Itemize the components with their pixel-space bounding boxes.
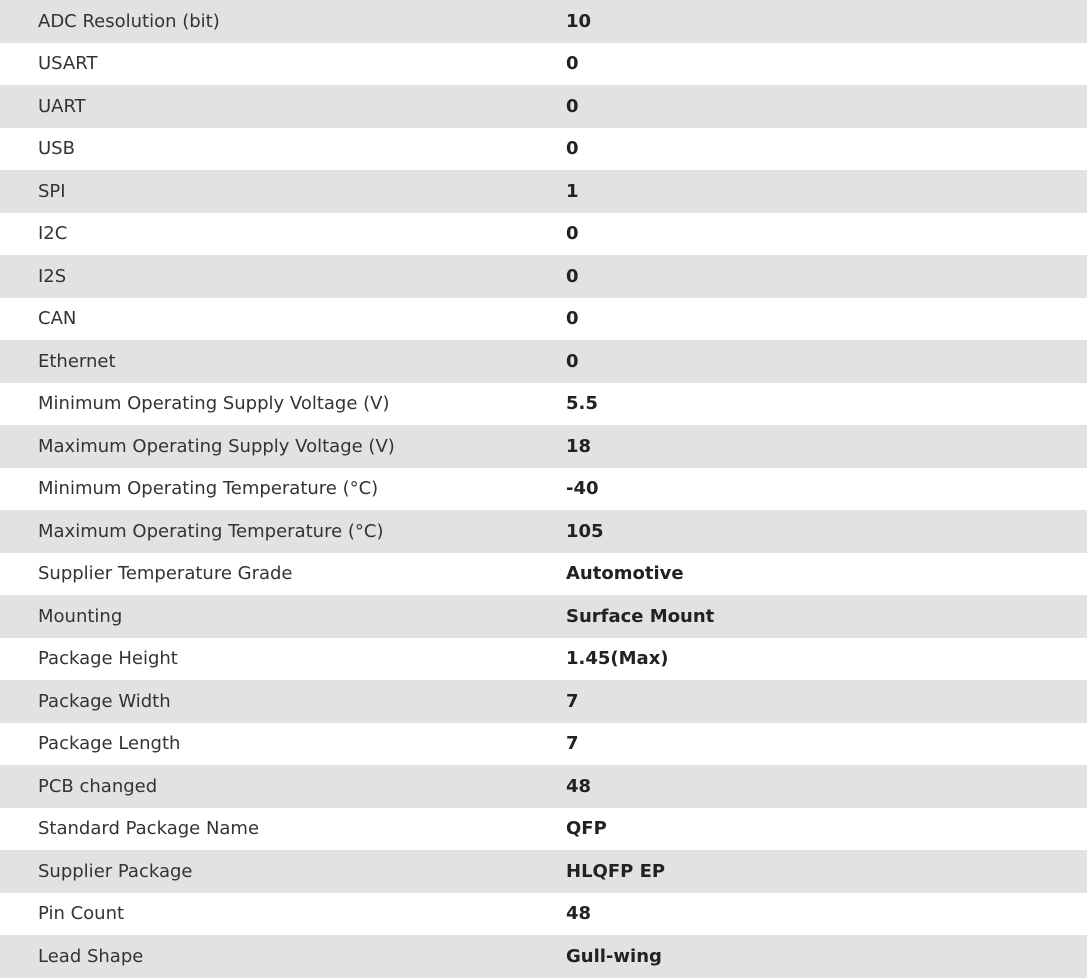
spec-row (0, 0, 1087, 43)
spec-label: Mounting (38, 605, 123, 627)
spec-label: Standard Package Name (38, 818, 260, 840)
spec-label: SPI (38, 180, 66, 202)
spec-row (0, 850, 1087, 893)
spec-row (0, 213, 1087, 256)
spec-label: Lead Shape (38, 945, 144, 967)
spec-row (0, 468, 1087, 511)
spec-label: I2S (38, 265, 67, 287)
spec-label: Maximum Operating Temperature (°C) (38, 520, 384, 542)
spec-value: Surface Mount (566, 605, 715, 627)
spec-row (0, 808, 1087, 851)
spec-value: Gull-wing (566, 945, 662, 967)
spec-row (0, 170, 1087, 213)
spec-value: 0 (566, 223, 579, 245)
spec-row (0, 723, 1087, 766)
spec-value: 105 (566, 520, 604, 542)
spec-row (0, 85, 1087, 128)
spec-row (0, 680, 1087, 723)
spec-row (0, 43, 1087, 86)
spec-row (0, 595, 1087, 638)
spec-value: 0 (566, 350, 579, 372)
spec-label: Minimum Operating Supply Voltage (V) (38, 393, 390, 415)
spec-label: Supplier Temperature Grade (38, 563, 293, 585)
spec-value: 48 (566, 775, 592, 797)
spec-label: USART (38, 53, 98, 75)
spec-label: Supplier Package (38, 860, 193, 882)
spec-value: -40 (566, 478, 599, 500)
spec-label: Minimum Operating Temperature (°C) (38, 478, 379, 500)
spec-value: HLQFP EP (566, 860, 666, 882)
spec-row (0, 425, 1087, 468)
spec-row (0, 340, 1087, 383)
spec-label: PCB changed (38, 775, 158, 797)
spec-row (0, 893, 1087, 936)
spec-row (0, 553, 1087, 596)
spec-value: 0 (566, 53, 579, 75)
spec-label: I2C (38, 223, 68, 245)
spec-label: CAN (38, 308, 77, 330)
spec-value: 48 (566, 903, 592, 925)
spec-label: USB (38, 138, 75, 160)
spec-label: Pin Count (38, 903, 125, 925)
spec-value: 1.45(Max) (566, 648, 669, 670)
spec-row (0, 638, 1087, 681)
spec-row (0, 765, 1087, 808)
spec-row (0, 510, 1087, 553)
spec-row (0, 128, 1087, 171)
spec-value: 0 (566, 265, 579, 287)
spec-row (0, 935, 1087, 978)
spec-label: Ethernet (38, 350, 116, 372)
spec-label: Package Width (38, 690, 171, 712)
spec-value: 7 (566, 690, 579, 712)
spec-value: 0 (566, 95, 579, 117)
spec-value: 10 (566, 10, 592, 32)
spec-value: 1 (566, 180, 579, 202)
spec-value: 18 (566, 435, 592, 457)
spec-label: Maximum Operating Supply Voltage (V) (38, 435, 395, 457)
spec-value: 0 (566, 138, 579, 160)
spec-row (0, 255, 1087, 298)
spec-label: Package Length (38, 733, 181, 755)
spec-value: 7 (566, 733, 579, 755)
spec-value: QFP (566, 818, 607, 840)
spec-row (0, 383, 1087, 426)
spec-value: 5.5 (566, 393, 598, 415)
spec-value: Automotive (566, 563, 684, 585)
spec-label: Package Height (38, 648, 178, 670)
spec-label: UART (38, 95, 86, 117)
spec-value: 0 (566, 308, 579, 330)
spec-label: ADC Resolution (bit) (38, 10, 220, 32)
spec-row (0, 298, 1087, 341)
